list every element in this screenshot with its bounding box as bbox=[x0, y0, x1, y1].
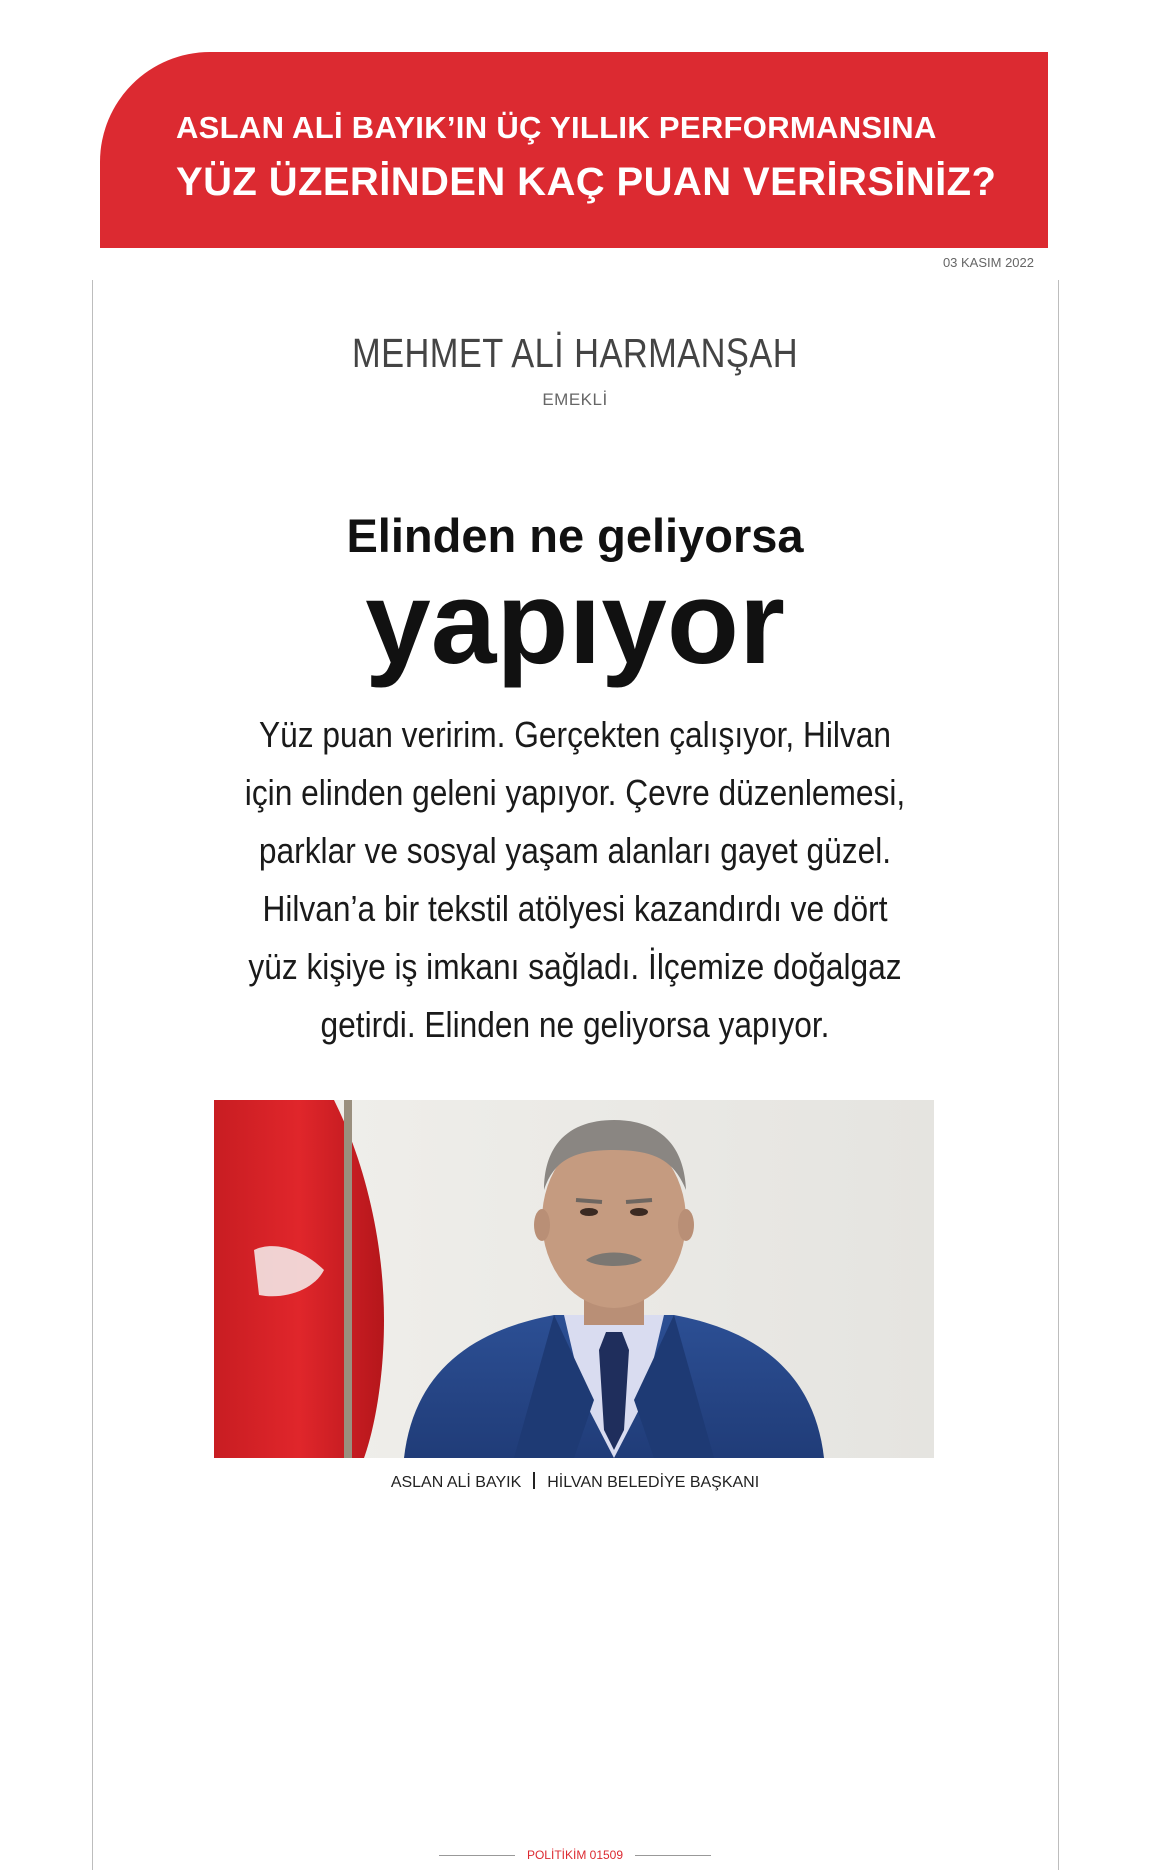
banner-title-line2: YÜZ ÜZERİNDEN KAÇ PUAN VERİRSİNİZ? bbox=[176, 160, 997, 204]
header-banner bbox=[100, 52, 1048, 248]
headline-big: yapıyor bbox=[365, 557, 785, 689]
banner-title-line1: ASLAN ALİ BAYIK’IN ÜÇ YILLIK PERFORMANSINA bbox=[176, 110, 937, 145]
quote-body bbox=[227, 706, 922, 1054]
author-role: EMEKLİ bbox=[542, 390, 608, 409]
portrait-illustration bbox=[214, 1100, 934, 1458]
headline-small: Elinden ne geliyorsa bbox=[346, 509, 804, 562]
publish-date: 03 KASIM 2022 bbox=[942, 255, 1034, 270]
photo-caption bbox=[0, 1472, 1150, 1492]
caption-name: ASLAN ALİ BAYIK bbox=[390, 1474, 522, 1491]
quote-line: yüz kişiye iş imkanı sağladı. İlçemize doğalgaz bbox=[248, 946, 902, 987]
portrait-photo bbox=[214, 1100, 934, 1458]
footer-label: POLİTİKİM 01509 bbox=[526, 1848, 624, 1862]
footer-rule-right bbox=[635, 1855, 711, 1856]
quote-line: için elinden geleni yapıyor. Çevre düzenlemesi, bbox=[244, 772, 906, 813]
author-name: MEHMET ALİ HARMANŞAH bbox=[351, 330, 798, 376]
footer-rule-left bbox=[439, 1855, 515, 1856]
caption-title: HİLVAN BELEDİYE BAŞKANI bbox=[547, 1474, 760, 1491]
quote-line: Yüz puan veririm. Gerçekten çalışıyor, Hilvan bbox=[258, 714, 892, 755]
quote-line: Hilvan’a bir tekstil atölyesi kazandırdı ve dört bbox=[262, 888, 888, 929]
footer bbox=[0, 1848, 1150, 1862]
quote-line: getirdi. Elinden ne geliyorsa yapıyor. bbox=[320, 1004, 830, 1045]
caption-separator bbox=[533, 1472, 535, 1489]
quote-line: parklar ve sosyal yaşam alanları gayet güzel. bbox=[258, 830, 892, 871]
